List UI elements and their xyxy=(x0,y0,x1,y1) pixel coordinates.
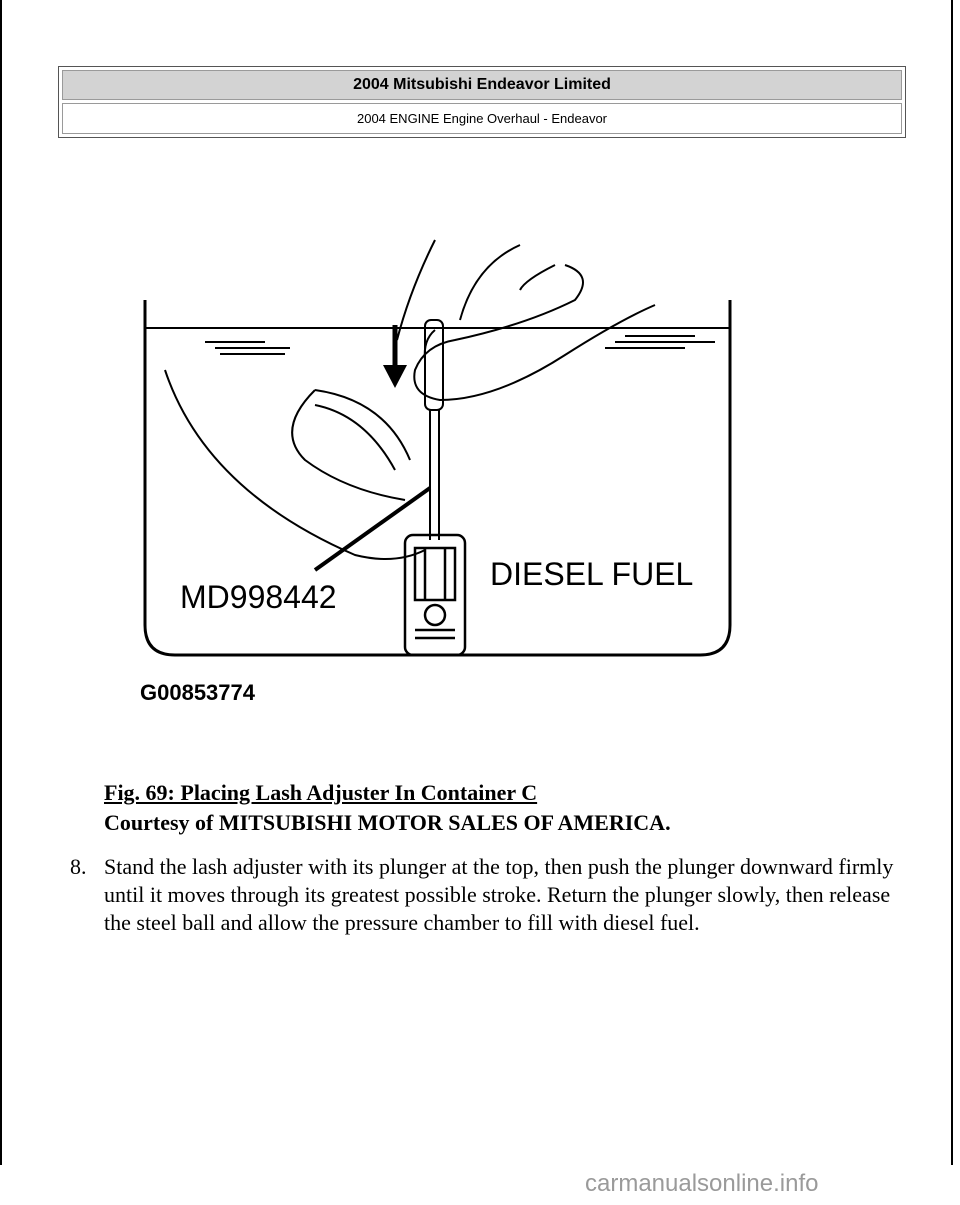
figure-id: G00853774 xyxy=(140,680,255,705)
lash-adjuster-illustration xyxy=(125,230,745,710)
push-arrow xyxy=(383,325,407,388)
page-left-border xyxy=(0,0,2,1165)
lash-adjuster-body xyxy=(405,535,465,655)
section-title: 2004 ENGINE Engine Overhaul - Endeavor xyxy=(62,103,902,134)
tool-label: MD998442 xyxy=(180,579,337,615)
step-text: Stand the lash adjuster with its plunger at the top, then push the plunger downward firmly until it moves through its greatest possible stroke. Return the plunger slowly, then release the steel ball and allow the pressure chamber to fill with diesel fuel. xyxy=(104,854,894,935)
page-right-border xyxy=(951,0,953,1165)
fluid-label: DIESEL FUEL xyxy=(490,556,694,592)
hand-outline xyxy=(165,370,425,559)
caption-title[interactable]: Fig. 69: Placing Lash Adjuster In Container C xyxy=(104,780,538,805)
figure-caption xyxy=(104,778,884,838)
document-header xyxy=(58,66,906,138)
site-watermark: carmanualsonline.info xyxy=(585,1170,819,1197)
vehicle-title: 2004 Mitsubishi Endeavor Limited xyxy=(62,70,902,100)
step-number: 8. xyxy=(70,854,87,879)
caption-courtesy: Courtesy of MITSUBISHI MOTOR SALES OF AMERICA. xyxy=(104,810,671,835)
